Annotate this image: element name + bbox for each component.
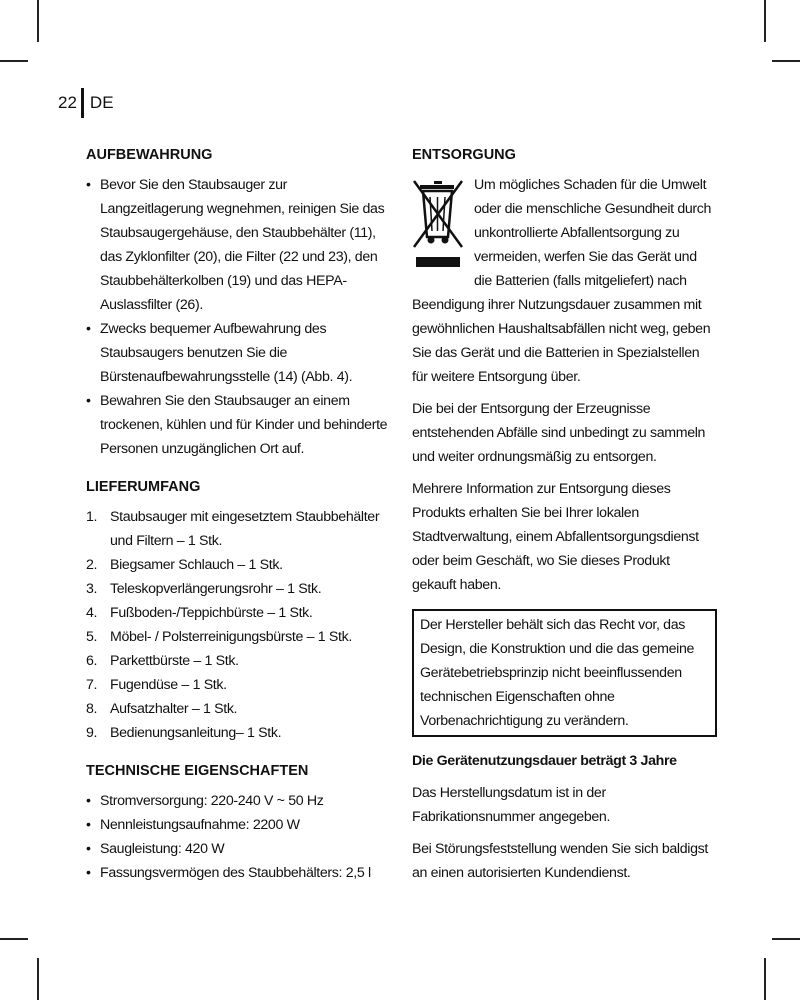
language-code: DE — [89, 93, 114, 112]
list-item: • Bewahren Sie den Staubsauger an einem trockenen, kühlen und für Kinder und behinderte Personen unzugänglichen Ort auf. — [86, 389, 391, 461]
header-divider — [81, 88, 84, 118]
crop-mark — [772, 60, 800, 62]
list-item: • Zwecks bequemer Aufbewahrung des Staubsaugers benutzen Sie die Bürstenaufbewahrungsstelle (14) (Abb. 4). — [86, 317, 391, 389]
list-item: 4. Fußboden-/Teppichbürste – 1 Stk. — [86, 605, 313, 621]
lifetime-heading: Die Gerätenutzungsdauer beträgt 3 Jahre — [412, 753, 677, 769]
page-number: 22 — [58, 93, 77, 112]
specs-heading: TECHNISCHE EIGENSCHAFTEN — [86, 763, 309, 779]
disposal-paragraph: Mehrere Information zur Entsorgung dieses Produkts erhalten Sie bei Ihrer lokalen Stadtverwaltung, einem Abfallentsorgungsdienst oder beim Geschäft, wo Sie dieses Produkt gekauft haben. — [412, 481, 699, 593]
disposal-intro — [412, 173, 717, 389]
storage-list — [86, 173, 391, 461]
list-item: • Bevor Sie den Staubsauger zur Langzeitlagerung wegnehmen, reinigen Sie das Staubsaugergehäuse, den Staubbehälter (11), das Zyklonfilter (20), die Filter (22 und 23), den Staubbehälterkolben (19) und das HEPA-Auslassfilter (26). — [86, 173, 391, 317]
page-header — [58, 88, 114, 118]
lifetime-paragraph: Bei Störungsfeststellung wenden Sie sich baldigst an einen autorisierten Kundendienst. — [412, 841, 708, 881]
delivery-heading: LIEFERUMFANG — [86, 479, 201, 495]
crop-mark — [764, 0, 766, 42]
crop-mark — [772, 938, 800, 940]
crop-mark — [0, 60, 28, 62]
crossed-out-wheelie-bin-icon — [412, 177, 464, 269]
list-item: • Nennleistungsaufnahme: 2200 W — [86, 813, 391, 837]
disposal-heading: ENTSORGUNG — [412, 147, 516, 163]
delivery-list — [86, 505, 391, 745]
list-item: • Saugleistung: 420 W — [86, 837, 391, 861]
list-item: 7. Fugendüse – 1 Stk. — [86, 677, 227, 693]
disposal-intro-text: Um mögliches Schaden für die Umwelt oder die menschliche Gesundheit durch unkontrollierte Abfallentsorgung zu vermeiden, werfen Sie das Gerät und die Batterien (falls mitgeliefert) nach Beendigung ihrer Nutzungsdauer zusammen mit gewöhnlichen Haushaltsabfällen nicht weg, geben Sie das Gerät und die Batterien in Spezialstellen für weitere Entsorgung über. — [412, 177, 712, 385]
notice-text: Der Hersteller behält sich das Recht vor, das Design, die Konstruktion und die das gemeine Gerätebetriebsprinzip nicht beeinflussenden technischen Eigenschaften ohne Vorbenachrichtigung zu verändern. — [420, 617, 695, 729]
list-item: 9. Bedienungsanleitung– 1 Stk. — [86, 725, 282, 741]
crop-mark — [764, 958, 766, 1000]
crop-mark — [0, 938, 28, 940]
storage-heading: AUFBEWAHRUNG — [86, 147, 213, 163]
specs-list — [86, 789, 391, 885]
lifetime-paragraph: Das Herstellungsdatum ist in der Fabrikationsnummer angegeben. — [412, 785, 611, 825]
list-item: 1. Staubsauger mit eingesetztem Staubbehälter und Filtern – 1 Stk. — [86, 509, 380, 549]
list-item: 2. Biegsamer Schlauch – 1 Stk. — [86, 557, 283, 573]
notice-box — [412, 609, 717, 737]
list-item: 5. Möbel- / Polsterreinigungsbürste – 1 Stk. — [86, 629, 352, 645]
left-column — [86, 143, 391, 885]
crop-mark — [37, 958, 39, 1000]
right-column — [412, 143, 717, 885]
crop-mark — [37, 0, 39, 42]
list-item: 3. Teleskopverlängerungsrohr – 1 Stk. — [86, 581, 322, 597]
list-item: 8. Aufsatzhalter – 1 Stk. — [86, 701, 238, 717]
list-item: 6. Parkettbürste – 1 Stk. — [86, 653, 239, 669]
disposal-paragraph: Die bei der Entsorgung der Erzeugnisse entstehenden Abfälle sind unbedingt zu sammeln und weiter ordnungsmäßig zu entsorgen. — [412, 401, 706, 465]
list-item: • Stromversorgung: 220-240 V ~ 50 Hz — [86, 789, 391, 813]
list-item: • Fassungsvermögen des Staubbehälters: 2,5 l — [86, 861, 391, 885]
